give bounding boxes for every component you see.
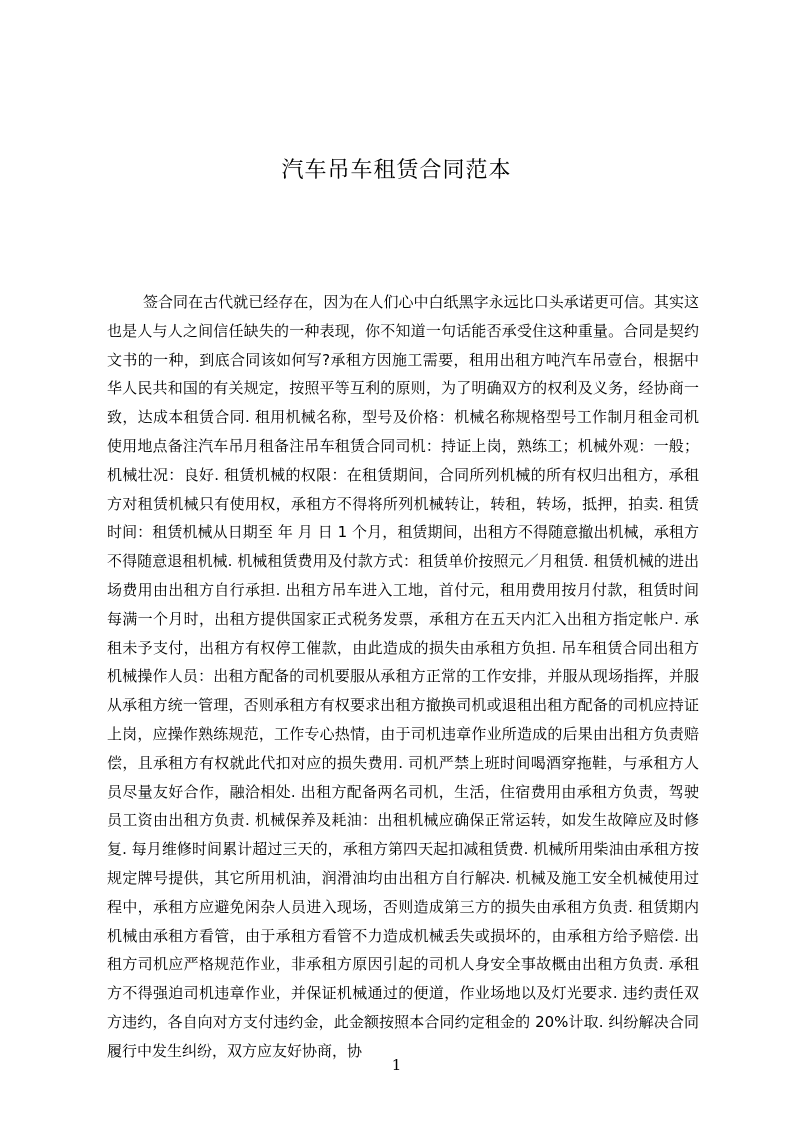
body-paragraph: 签合同在古代就已经存在，因为在人们心中白纸黑字永远比口头承诺更可信。其实这也是人与人之间信任缺失的一种表现，你不知道一句话能否承受住这种重量。合同是契约文书的一种，到底合同该如何写?承租方因施工需要，租用出租方吨汽车吊壹台，根据中华人民共和国的有关规定，按照平等互利的原则，为了明确双方的权利及义务，经协商一致，达成本租赁合同. 租用机械名称，型号及价格：机械名称规格型号工作制月租金司机使用地点备注汽车吊月租备注吊车租赁合同司机：持证上岗，熟练工；机械外观：一般；机械壮况：良好. 租赁机械的权限：在租赁期间，合同所列机械的所有权归出租方，承租方对租赁机械只有使用权，承租方不得将所列机械转让，转租，转场，抵押，拍卖. 租赁时间：租赁机械从日期至 年 月 日 1 个月，租赁期间，出租方不得随意撤出机械，承租方不得随意退租机械. 机械租赁费用及付款方式：租赁单价按照元／月租赁. 租赁机械的进出场费用由出租方自行承担. 出租方吊车进入工地，首付元，租用费用按月付款，租赁时间每满一个月时，出租方提供国家正式税务发票，承租方在五天内汇入出租方指定帐户. 承租未予支付，出租方有权停工催款，由此造成的损失由承租方负担. 吊车租赁合同出租方机械操作人员：出租方配备的司机要服从承租方正常的工作安排，并服从现场指挥，并服从承租方统一管理，否则承租方有权要求出租方撤换司机或退租出租方配备的司机应持证上岗，应操作熟练规范，工作专心热情，由于司机违章作业所造成的后果由出租方负责赔偿，且承租方有权就此代扣对应的损失费用. 司机严禁上班时间喝酒穿拖鞋，与承租方人员尽量友好合作，融洽相处. 出租方配备两名司机，生活，住宿费用由承租方负责，驾驶员工资由出租方负责. 机械保养及耗油：出租机械应确保正常运转，如发生故障应及时修复. 每月维修时间累计超过三天的，承租方第四天起扣减租赁费. 机械所用柴油由承租方按规定牌号提供，其它所用机油，润滑油均由出租方自行解决. 机械及施工安全机械使用过程中，承租方应避免闲杂人员进入现场，否则造成第三方的损失由承租方负责. 租赁期内机械由承租方看管，由于承租方看管不力造成机械丢失或损坏的，由承租方给予赔偿. 出租方司机应严格规范作业，非承租方原因引起的司机人身安全事故概由出租方负责. 承租方不得强迫司机违章作业，并保证机械通过的便道，作业场地以及灯光要求. 违约责任双方违约，各自向对方支付违约金，此金额按照本合同约定租金的 20%计取. 纠纷解决合同履行中发生纠纷，双方应友好协商，协: [107, 293, 699, 1060]
document-title: 汽车吊车租赁合同范本: [281, 157, 512, 183]
page-number: 1: [391, 1056, 402, 1074]
